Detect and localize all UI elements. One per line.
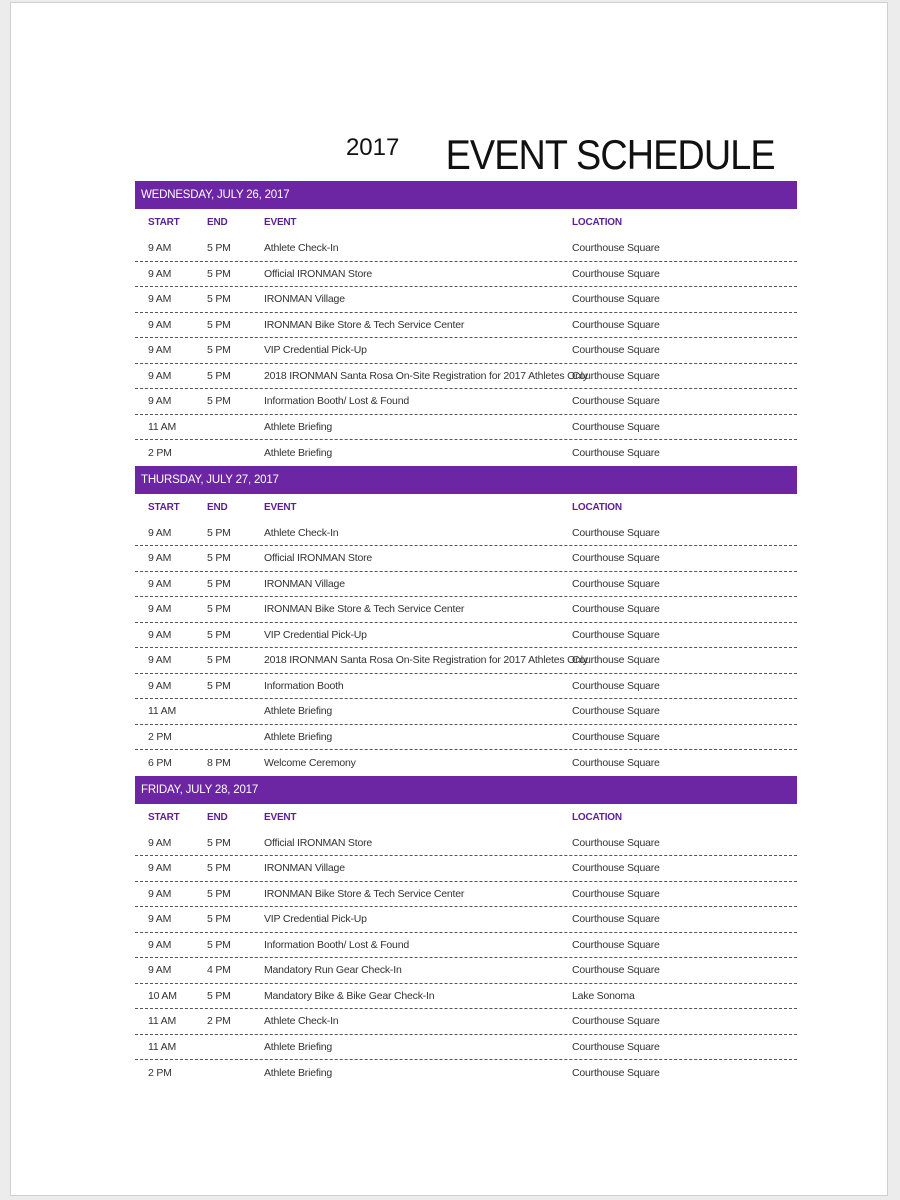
start-time: 10 AM bbox=[148, 989, 177, 1002]
start-time: 9 AM bbox=[148, 862, 172, 875]
end-time: 5 PM bbox=[207, 654, 231, 667]
table-row bbox=[135, 546, 797, 572]
start-time: 9 AM bbox=[148, 628, 172, 641]
column-header-event: EVENT bbox=[264, 811, 297, 823]
table-row bbox=[135, 648, 797, 674]
start-time: 9 AM bbox=[148, 887, 172, 900]
event-name: IRONMAN Bike Store & Tech Service Center bbox=[264, 887, 465, 900]
title-year: 2017 bbox=[345, 134, 400, 161]
start-time: 11 AM bbox=[148, 1015, 176, 1028]
column-header-start: START bbox=[148, 217, 180, 228]
schedule-table bbox=[135, 181, 797, 1086]
column-header-row bbox=[135, 804, 797, 831]
event-name: IRONMAN Village bbox=[264, 577, 345, 590]
day-header: FRIDAY, JULY 28, 2017 bbox=[135, 776, 797, 804]
table-row bbox=[135, 440, 797, 466]
table-row bbox=[135, 933, 797, 959]
end-time: 5 PM bbox=[207, 369, 231, 382]
table-row bbox=[135, 572, 797, 598]
table-row bbox=[135, 750, 797, 776]
event-name: Athlete Check-In bbox=[264, 526, 339, 539]
table-row bbox=[135, 364, 797, 390]
table-row bbox=[135, 623, 797, 649]
event-name: Information Booth/ Lost & Found bbox=[264, 395, 409, 408]
table-row bbox=[135, 984, 797, 1010]
event-name: Athlete Check-In bbox=[264, 1015, 339, 1028]
table-row bbox=[135, 415, 797, 441]
event-name: Information Booth/ Lost & Found bbox=[264, 938, 409, 951]
event-name: Mandatory Bike & Bike Gear Check-In bbox=[264, 989, 435, 1002]
title-main: EVENT SCHEDULE bbox=[445, 131, 775, 178]
column-header-end: END bbox=[207, 811, 228, 823]
end-time: 5 PM bbox=[207, 603, 231, 616]
start-time: 9 AM bbox=[148, 913, 172, 926]
end-time: 5 PM bbox=[207, 318, 231, 331]
table-row bbox=[135, 287, 797, 313]
column-header-end: END bbox=[207, 501, 228, 513]
start-time: 9 AM bbox=[148, 836, 172, 849]
start-time: 6 PM bbox=[148, 756, 172, 769]
table-row bbox=[135, 521, 797, 547]
event-location: Courthouse Square bbox=[572, 446, 660, 459]
end-time: 5 PM bbox=[207, 577, 231, 590]
end-time: 5 PM bbox=[207, 293, 231, 306]
table-row bbox=[135, 597, 797, 623]
event-name: IRONMAN Bike Store & Tech Service Center bbox=[264, 603, 465, 616]
column-header-event: EVENT bbox=[264, 501, 297, 513]
event-name: IRONMAN Village bbox=[264, 862, 345, 875]
start-time: 2 PM bbox=[148, 1066, 172, 1079]
start-time: 9 AM bbox=[148, 552, 172, 565]
table-row bbox=[135, 389, 797, 415]
table-row bbox=[135, 1009, 797, 1035]
column-header-location: LOCATION bbox=[572, 501, 622, 513]
start-time: 9 AM bbox=[148, 964, 172, 977]
end-time: 5 PM bbox=[207, 679, 231, 692]
event-name: Official IRONMAN Store bbox=[264, 267, 373, 280]
event-name: 2018 IRONMAN Santa Rosa On-Site Registration for 2017 Athletes Only bbox=[264, 654, 588, 667]
event-location: Courthouse Square bbox=[572, 679, 660, 692]
event-name: Mandatory Run Gear Check-In bbox=[264, 964, 402, 977]
start-time: 9 AM bbox=[148, 242, 172, 255]
end-time: 5 PM bbox=[207, 344, 231, 357]
start-time: 11 AM bbox=[148, 705, 176, 718]
event-name: Athlete Briefing bbox=[264, 446, 333, 459]
table-row bbox=[135, 262, 797, 288]
event-location: Courthouse Square bbox=[572, 654, 660, 667]
end-time: 5 PM bbox=[207, 552, 231, 565]
event-location: Courthouse Square bbox=[572, 862, 660, 875]
day-section bbox=[135, 776, 797, 1086]
column-header-end: END bbox=[207, 217, 228, 228]
event-location: Courthouse Square bbox=[572, 913, 660, 926]
event-location: Courthouse Square bbox=[572, 1066, 660, 1079]
event-location: Courthouse Square bbox=[572, 577, 660, 590]
end-time: 5 PM bbox=[207, 938, 231, 951]
event-name: VIP Credential Pick-Up bbox=[264, 628, 367, 641]
event-location: Courthouse Square bbox=[572, 369, 660, 382]
event-location: Courthouse Square bbox=[572, 293, 660, 306]
event-location: Courthouse Square bbox=[572, 552, 660, 565]
start-time: 9 AM bbox=[148, 293, 172, 306]
event-location: Courthouse Square bbox=[572, 1040, 660, 1053]
start-time: 9 AM bbox=[148, 267, 172, 280]
start-time: 9 AM bbox=[148, 395, 172, 408]
event-location: Courthouse Square bbox=[572, 887, 660, 900]
day-section bbox=[135, 466, 797, 776]
table-row bbox=[135, 313, 797, 339]
document-page bbox=[10, 2, 888, 1196]
event-location: Courthouse Square bbox=[572, 628, 660, 641]
event-name: Athlete Check-In bbox=[264, 242, 339, 255]
event-name: Athlete Briefing bbox=[264, 705, 333, 718]
end-time: 5 PM bbox=[207, 267, 231, 280]
event-location: Courthouse Square bbox=[572, 836, 660, 849]
end-time: 8 PM bbox=[207, 756, 231, 769]
event-name: Athlete Briefing bbox=[264, 1040, 333, 1053]
table-row bbox=[135, 236, 797, 262]
column-header-row bbox=[135, 494, 797, 521]
event-location: Courthouse Square bbox=[572, 603, 660, 616]
event-location: Courthouse Square bbox=[572, 242, 660, 255]
event-location: Courthouse Square bbox=[572, 964, 660, 977]
table-row bbox=[135, 831, 797, 857]
event-location: Courthouse Square bbox=[572, 730, 660, 743]
start-time: 9 AM bbox=[148, 318, 172, 331]
end-time: 5 PM bbox=[207, 242, 231, 255]
start-time: 2 PM bbox=[148, 730, 172, 743]
column-header-start: START bbox=[148, 811, 180, 823]
event-name: Athlete Briefing bbox=[264, 730, 333, 743]
start-time: 9 AM bbox=[148, 526, 172, 539]
event-location: Courthouse Square bbox=[572, 705, 660, 718]
start-time: 9 AM bbox=[148, 603, 172, 616]
event-location: Courthouse Square bbox=[572, 938, 660, 951]
table-row bbox=[135, 856, 797, 882]
event-location: Courthouse Square bbox=[572, 526, 660, 539]
table-row bbox=[135, 958, 797, 984]
event-name: VIP Credential Pick-Up bbox=[264, 913, 367, 926]
end-time: 4 PM bbox=[207, 964, 231, 977]
column-header-start: START bbox=[148, 501, 180, 513]
day-header: WEDNESDAY, JULY 26, 2017 bbox=[135, 181, 797, 209]
start-time: 9 AM bbox=[148, 938, 172, 951]
end-time: 5 PM bbox=[207, 989, 231, 1002]
event-location: Courthouse Square bbox=[572, 756, 660, 769]
column-header-event: EVENT bbox=[264, 217, 297, 228]
event-location: Courthouse Square bbox=[572, 344, 660, 357]
page-title bbox=[346, 131, 775, 179]
start-time: 9 AM bbox=[148, 344, 172, 357]
event-location: Courthouse Square bbox=[572, 267, 660, 280]
end-time: 5 PM bbox=[207, 526, 231, 539]
table-row bbox=[135, 907, 797, 933]
event-name: Official IRONMAN Store bbox=[264, 836, 373, 849]
event-location: Lake Sonoma bbox=[572, 989, 635, 1002]
end-time: 5 PM bbox=[207, 395, 231, 408]
table-row bbox=[135, 699, 797, 725]
end-time: 5 PM bbox=[207, 913, 231, 926]
event-name: VIP Credential Pick-Up bbox=[264, 344, 367, 357]
event-name: 2018 IRONMAN Santa Rosa On-Site Registration for 2017 Athletes Only bbox=[264, 369, 588, 382]
event-name: Information Booth bbox=[264, 679, 344, 692]
event-location: Courthouse Square bbox=[572, 395, 660, 408]
end-time: 5 PM bbox=[207, 862, 231, 875]
column-header-location: LOCATION bbox=[572, 217, 622, 228]
table-row bbox=[135, 1035, 797, 1061]
event-location: Courthouse Square bbox=[572, 420, 660, 433]
column-header-row bbox=[135, 209, 797, 236]
day-section bbox=[135, 181, 797, 466]
column-header-location: LOCATION bbox=[572, 811, 622, 823]
event-name: Welcome Ceremony bbox=[264, 756, 356, 769]
start-time: 9 AM bbox=[148, 654, 172, 667]
start-time: 11 AM bbox=[148, 420, 176, 433]
end-time: 5 PM bbox=[207, 836, 231, 849]
end-time: 2 PM bbox=[207, 1015, 231, 1028]
end-time: 5 PM bbox=[207, 628, 231, 641]
start-time: 9 AM bbox=[148, 369, 172, 382]
event-location: Courthouse Square bbox=[572, 318, 660, 331]
table-row bbox=[135, 338, 797, 364]
start-time: 9 AM bbox=[148, 679, 172, 692]
event-name: Athlete Briefing bbox=[264, 420, 333, 433]
table-row bbox=[135, 882, 797, 908]
event-name: Official IRONMAN Store bbox=[264, 552, 373, 565]
event-name: IRONMAN Village bbox=[264, 293, 345, 306]
start-time: 11 AM bbox=[148, 1040, 176, 1053]
table-row bbox=[135, 674, 797, 700]
event-name: Athlete Briefing bbox=[264, 1066, 333, 1079]
event-location: Courthouse Square bbox=[572, 1015, 660, 1028]
table-row bbox=[135, 1060, 797, 1086]
start-time: 9 AM bbox=[148, 577, 172, 590]
day-header: THURSDAY, JULY 27, 2017 bbox=[135, 466, 797, 494]
start-time: 2 PM bbox=[148, 446, 172, 459]
event-name: IRONMAN Bike Store & Tech Service Center bbox=[264, 318, 465, 331]
end-time: 5 PM bbox=[207, 887, 231, 900]
table-row bbox=[135, 725, 797, 751]
